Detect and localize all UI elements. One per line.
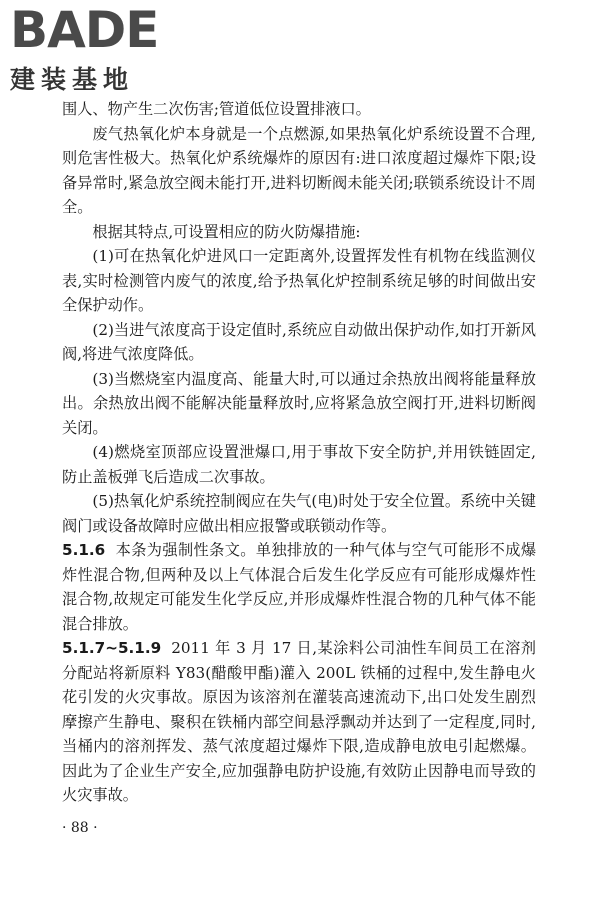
paragraph: 围人、物产生二次伤害;管道低位设置排液口。 bbox=[62, 100, 371, 118]
list-item: (3)当燃烧室内温度高、能量大时,可以通过余热放出阀将能量释放出。余热放出阀不能解决能量释放时,应将紧急放空阀打开,进料切断阀关闭。 bbox=[62, 369, 536, 437]
list-item: (5)热氧化炉系统控制阀应在失气(电)时处于安全位置。系统中关键阀门或设备故障时应做出相应报警或联锁动作等。 bbox=[62, 492, 536, 535]
clause-paragraph bbox=[62, 636, 536, 808]
clause-text: 本条为强制性条文。单独排放的一种气体与空气可能形不成爆炸性混合物,但两种及以上气体混合后发生化学反应有可能形成爆炸性混合物,故规定可能发生化学反应,并形成爆炸性混合物的几种气体不能混合排放。 bbox=[62, 541, 536, 633]
document-body bbox=[62, 97, 536, 808]
list-item: (2)当进气浓度高于设定值时,系统应自动做出保护动作,如打开新风阀,将进气浓度降低。 bbox=[62, 320, 536, 363]
list-item: (4)燃烧室顶部应设置泄爆口,用于事故下安全防护,并用铁链固定,防止盖板弹飞后造成二次事故。 bbox=[62, 443, 536, 486]
page-number: · 88 · bbox=[62, 820, 98, 836]
clause-number: 5.1.6 bbox=[62, 541, 106, 559]
clause-number: 5.1.7~5.1.9 bbox=[62, 639, 162, 657]
clause-text: 2011 年 3 月 17 日,某涂料公司油性车间员工在溶剂分配站将新原料 Y83(醋酸甲酯)灌入 200L 铁桶的过程中,发生静电火花引发的火灾事故。原因为该溶剂在灌装高速流动下,出口处发生剧烈摩擦产生静电、聚积在铁桶内部空间悬浮飘动并达到了一定程度,同时,当桶内的溶剂挥发、蒸气浓度超过爆炸下限,造成静电放电引起燃爆。因此为了企业生产安全,应加强静电防护设施,有效防止因静电而导致的火灾事故。 bbox=[62, 639, 536, 804]
clause-paragraph bbox=[62, 538, 536, 636]
list-item: (1)可在热氧化炉进风口一定距离外,设置挥发性有机物在线监测仪表,实时检测管内废气的浓度,给予热氧化炉控制系统足够的时间做出安全保护动作。 bbox=[62, 247, 536, 314]
brand-logo bbox=[10, 1, 180, 94]
paragraph: 根据其特点,可设置相应的防火防爆措施: bbox=[92, 222, 361, 241]
paragraph: 废气热氧化炉本身就是一个点燃源,如果热氧化炉系统设置不合理,则危害性极大。热氧化炉系统爆炸的原因有:进口浓度超过爆炸下限;设备异常时,紧急放空阀未能打开,进料切断阀未能关闭;联锁系统设计不周全。 bbox=[62, 124, 536, 216]
logo-wordmark: BADE bbox=[10, 1, 159, 59]
logo-subtitle: 建装基地 bbox=[10, 65, 135, 94]
